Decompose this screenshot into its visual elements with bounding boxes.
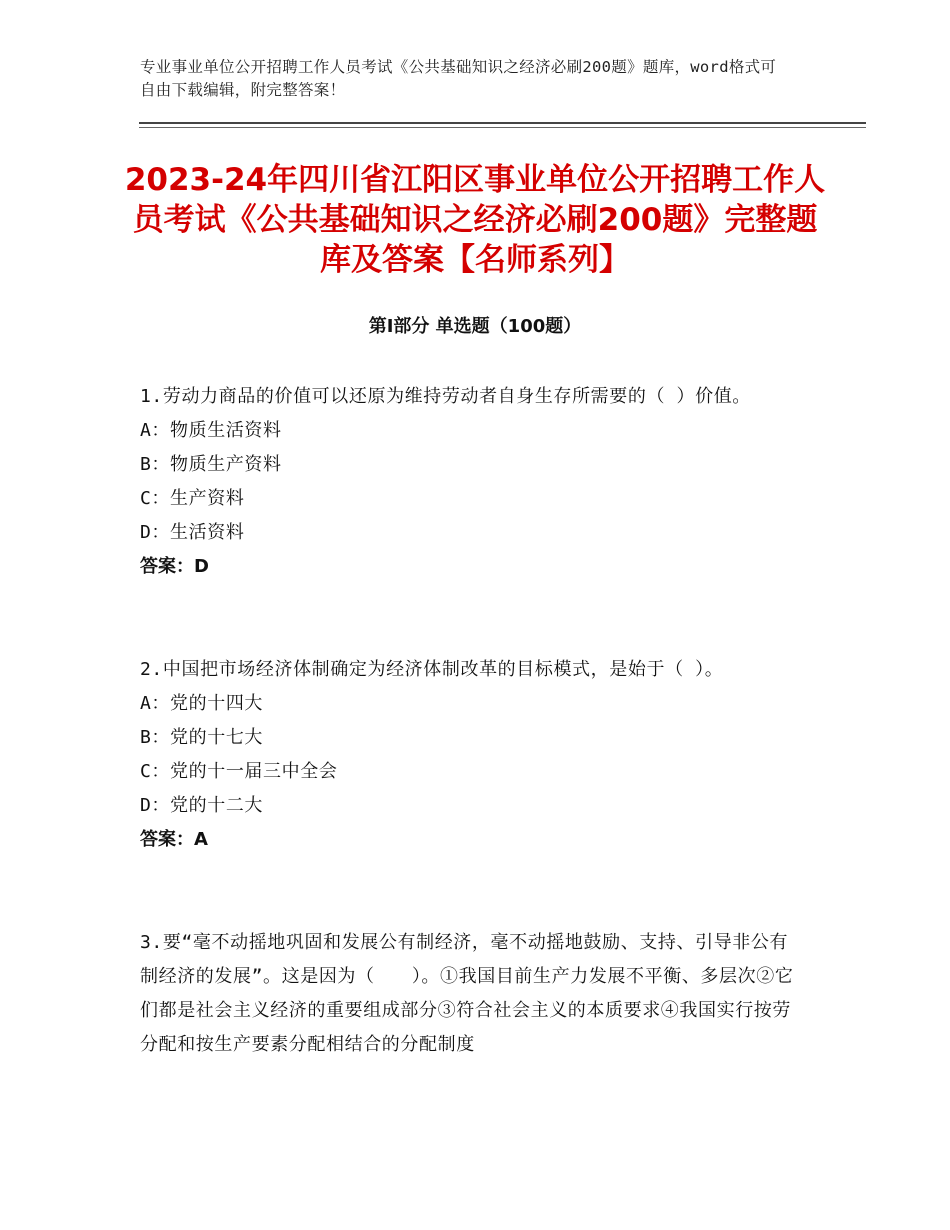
- answer: 答案：A: [140, 829, 208, 850]
- question-text: 2.中国把市场经济体制确定为经济体制改革的目标模式，是始于（ ）。: [140, 659, 724, 680]
- question-3: [140, 926, 800, 1062]
- question-1: [140, 380, 800, 584]
- option-b: B：党的十七大: [140, 727, 264, 748]
- option-d: D：生活资料: [140, 522, 245, 543]
- question-text: 3.要“毫不动摇地巩固和发展公有制经济，毫不动摇地鼓励、支持、引导非公有制经济的发展”。这是因为（ ）。①我国目前生产力发展不平衡、多层次②它们都是社会主义经济的重要组成部分③符合社会主义的本质要求④我国实行按劳分配和按生产要素分配相结合的分配制度: [140, 932, 794, 1055]
- header-divider-thick: [139, 122, 866, 124]
- header-divider-thin: [139, 127, 866, 128]
- option-c: C：党的十一届三中全会: [140, 761, 338, 782]
- option-a: A：物质生活资料: [140, 420, 282, 441]
- option-c: C：生产资料: [140, 488, 245, 509]
- question-text: 1.劳动力商品的价值可以还原为维持劳动者自身生存所需要的（ ）价值。: [140, 386, 751, 407]
- question-2: [140, 653, 800, 857]
- answer: 答案：D: [140, 556, 209, 577]
- option-a: A：党的十四大: [140, 693, 264, 714]
- option-d: D：党的十二大: [140, 795, 264, 816]
- section-heading: 第I部分 单选题（100题）: [368, 316, 582, 337]
- header-note: 专业事业单位公开招聘工作人员考试《公共基础知识之经济必刷200题》题库，word格式可自由下载编辑，附完整答案！: [140, 58, 777, 99]
- document-title: 2023-24年四川省江阳区事业单位公开招聘工作人员考试《公共基础知识之经济必刷200题》完整题库及答案【名师系列】: [124, 162, 826, 278]
- option-b: B：物质生产资料: [140, 454, 282, 475]
